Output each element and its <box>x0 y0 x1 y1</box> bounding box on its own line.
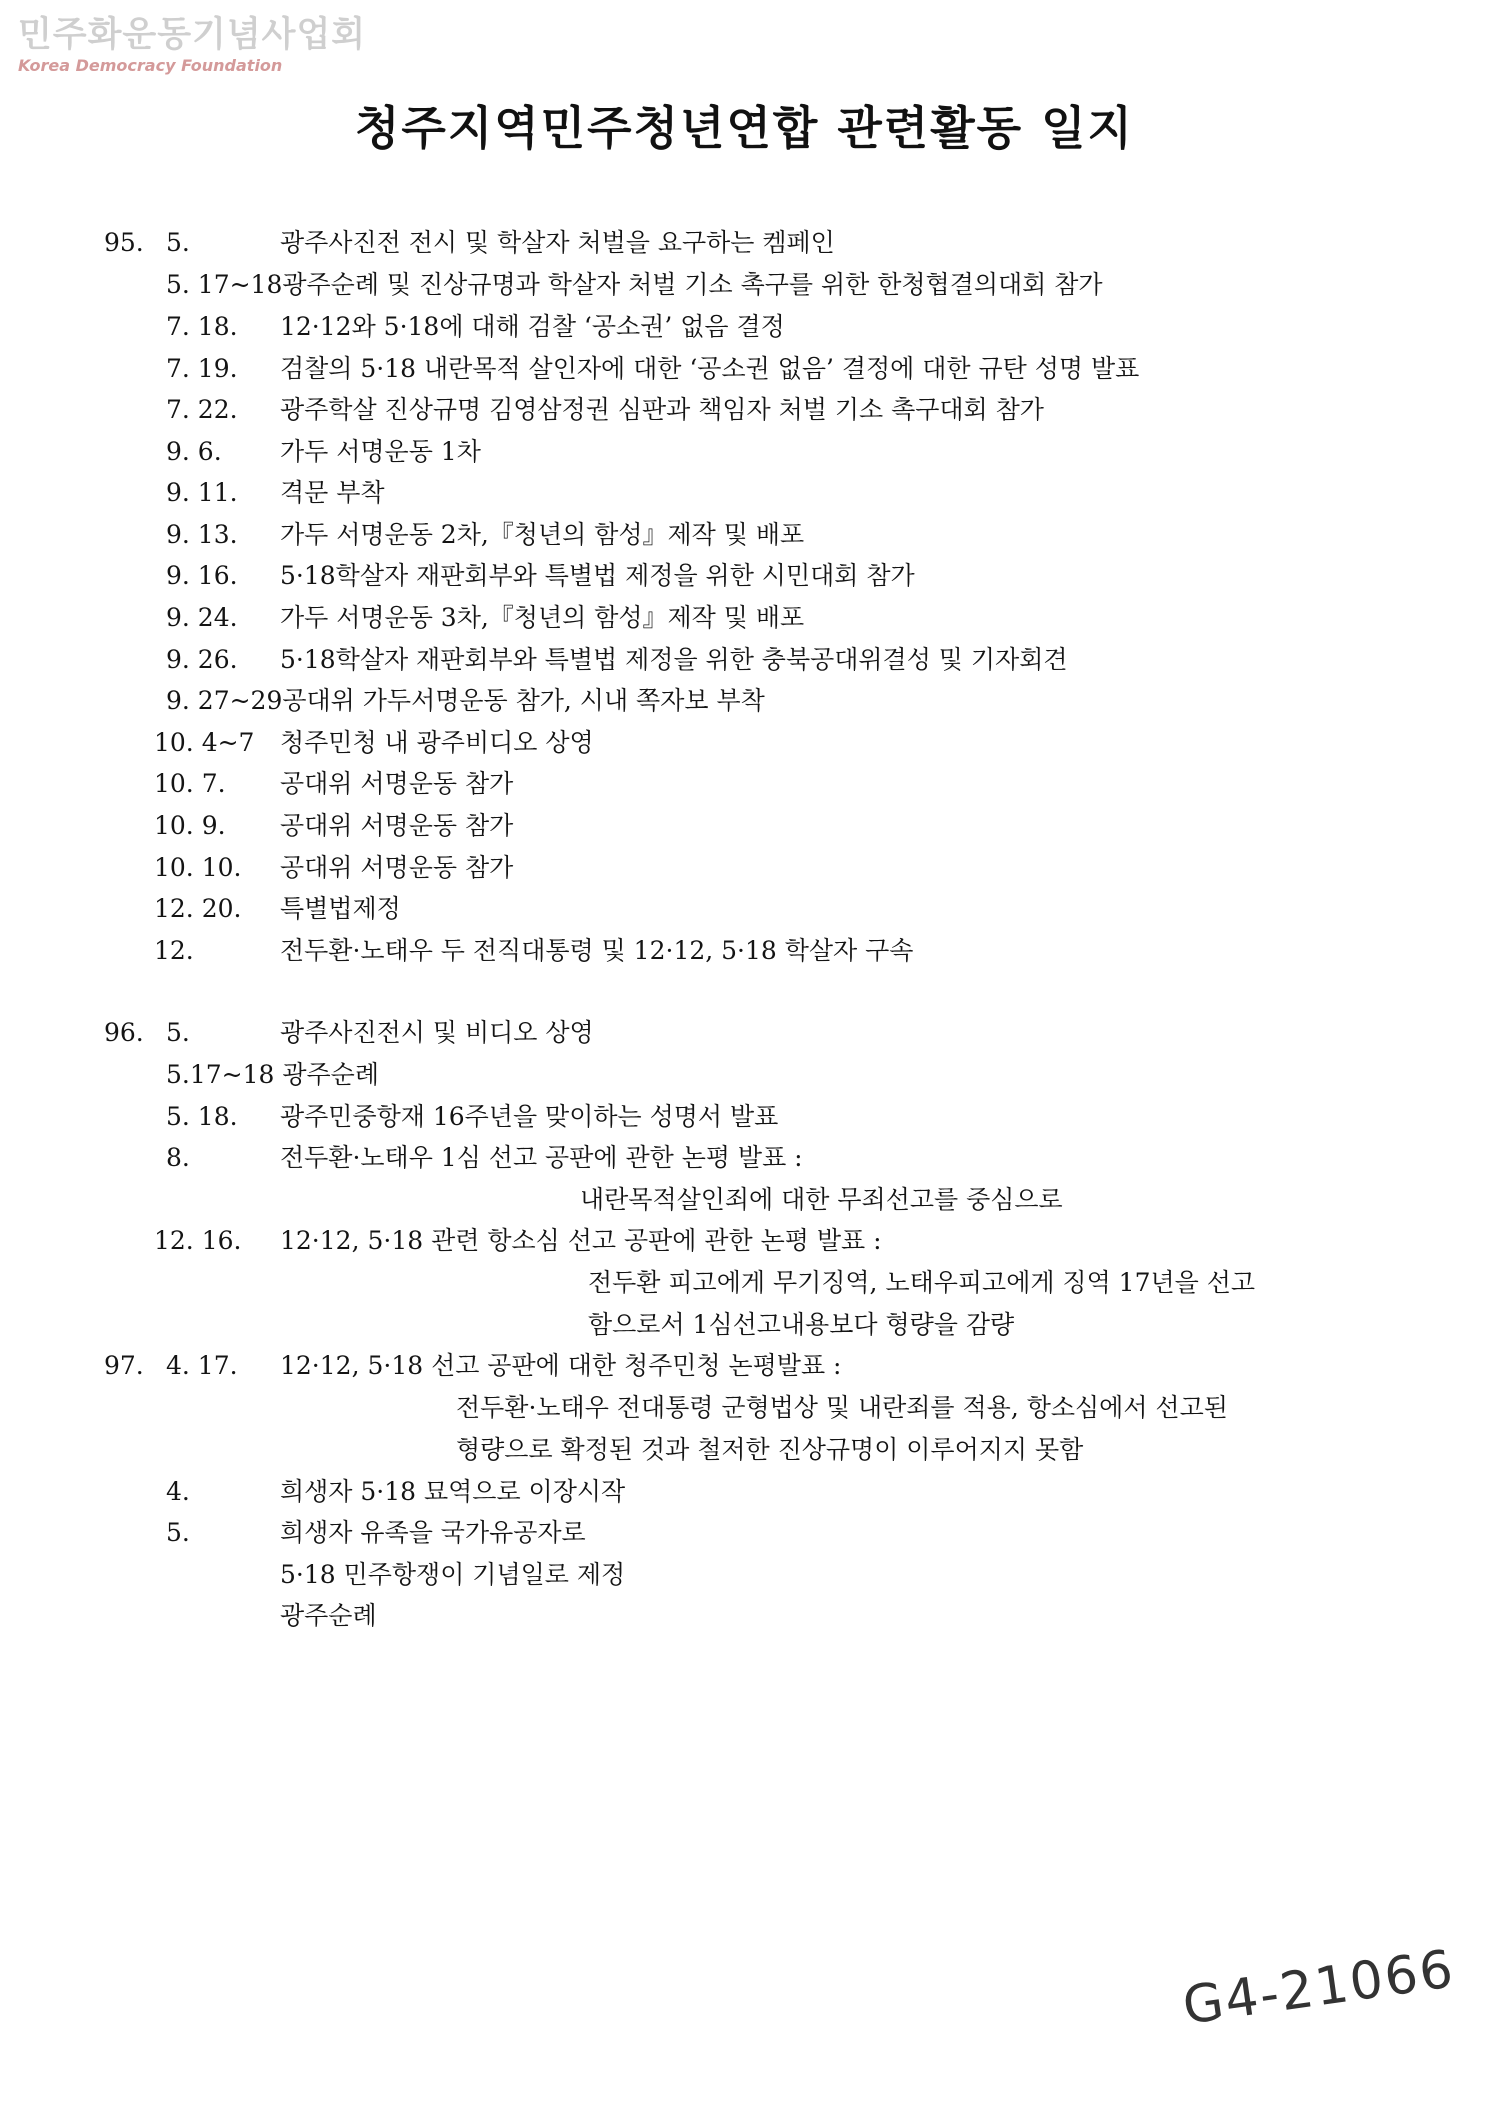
log-date: 7. 22. <box>166 395 238 424</box>
page-title: 청주지역민주청년연합 관련활동 일지 <box>354 101 1134 155</box>
log-text: 12·12, 5·18 관련 항소심 선고 공판에 관한 논평 발표 : <box>280 1226 882 1255</box>
log-year: 97. <box>104 1351 144 1380</box>
log-text: 희생자 5·18 묘역으로 이장시작 <box>280 1477 626 1506</box>
log-text: 전두환·노태우 두 전직대통령 및 12·12, 5·18 학살자 구속 <box>280 936 914 965</box>
log-text: 가두 서명운동 3차,『청년의 함성』제작 및 배포 <box>280 603 805 632</box>
log-date: 5. 18. <box>166 1102 238 1131</box>
log-date: 8. <box>166 1143 190 1172</box>
log-date: 5. <box>166 228 190 257</box>
log-date: 12. <box>154 936 194 965</box>
foundation-watermark <box>18 16 366 76</box>
log-text: 5·18학살자 재판회부와 특별법 제정을 위한 충북공대위결성 및 기자회견 <box>280 645 1068 674</box>
log-text: 12·12와 5·18에 대해 검찰 ‘공소권’ 없음 결정 <box>280 312 785 341</box>
log-date: 10. 4~7 <box>154 728 255 757</box>
log-text: 광주민중항재 16주년을 맞이하는 성명서 발표 <box>280 1102 779 1131</box>
log-date: 9. 11. <box>166 478 238 507</box>
log-year: 96. <box>104 1018 144 1047</box>
handwritten-document-number: G4-21066 <box>1179 1939 1459 2037</box>
log-text: 검찰의 5·18 내란목적 살인자에 대한 ‘공소권 없음’ 결정에 대한 규탄 성명 발표 <box>280 354 1140 383</box>
log-text: 특별법제정 <box>280 894 401 923</box>
log-date: 9. 27~29공대위 가두서명운동 참가, 시내 쪽자보 부착 <box>166 686 765 715</box>
log-date: 7. 19. <box>166 354 238 383</box>
log-date: 7. 18. <box>166 312 238 341</box>
log-text: 격문 부착 <box>280 478 385 507</box>
log-date: 12. 16. <box>154 1226 242 1255</box>
log-date: 10. 9. <box>154 811 226 840</box>
log-year: 95. <box>104 228 144 257</box>
log-date: 10. 7. <box>154 769 226 798</box>
log-text: 5·18학살자 재판회부와 특별법 제정을 위한 시민대회 참가 <box>280 561 915 590</box>
log-date: 9. 16. <box>166 561 238 590</box>
log-text: 광주사진전시 및 비디오 상영 <box>280 1018 594 1047</box>
log-text: 청주민청 내 광주비디오 상영 <box>280 728 594 757</box>
log-date: 9. 26. <box>166 645 238 674</box>
log-text: 가두 서명운동 2차,『청년의 함성』제작 및 배포 <box>280 520 805 549</box>
log-text: 광주사진전 전시 및 학살자 처벌을 요구하는 켐페인 <box>280 228 835 257</box>
log-date: 4. 17. <box>166 1351 238 1380</box>
log-date: 10. 10. <box>154 853 242 882</box>
log-date: 4. <box>166 1477 190 1506</box>
log-text: 공대위 서명운동 참가 <box>280 853 514 882</box>
log-text: 전두환·노태우 전대통령 군형법상 및 내란죄를 적용, 항소심에서 선고된 <box>456 1393 1228 1422</box>
log-text: 함으로서 1심선고내용보다 형량을 감량 <box>588 1310 1015 1339</box>
log-text: 내란목적살인죄에 대한 무죄선고를 중심으로 <box>580 1185 1063 1214</box>
watermark-english: Korea Democracy Foundation <box>18 56 283 75</box>
log-text: 희생자 유족을 국가유공자로 <box>280 1518 586 1547</box>
log-text: 12·12, 5·18 선고 공판에 대한 청주민청 논평발표 : <box>280 1351 842 1380</box>
log-text: 광주학살 진상규명 김영삼정권 심판과 책임자 처벌 기소 촉구대회 참가 <box>280 395 1044 424</box>
log-text: 5·18 민주항쟁이 기념일로 제정 <box>280 1560 626 1589</box>
watermark-korean: 민주화운동기념사업회 <box>18 15 367 55</box>
log-date: 9. 24. <box>166 603 238 632</box>
log-text: 전두환·노태우 1심 선고 공판에 관한 논평 발표 : <box>280 1143 803 1172</box>
log-date: 5. 17~18광주순례 및 진상규명과 학살자 처벌 기소 촉구를 위한 한청협결의대회 참가 <box>166 270 1103 299</box>
log-text: 가두 서명운동 1차 <box>280 437 481 466</box>
log-date: 12. 20. <box>154 894 242 923</box>
log-text: 공대위 서명운동 참가 <box>280 811 514 840</box>
log-date: 5. <box>166 1018 190 1047</box>
log-text: 광주순례 <box>280 1601 377 1630</box>
log-text: 형량으로 확정된 것과 철저한 진상규명이 이루어지지 못함 <box>456 1435 1084 1464</box>
log-date: 9. 6. <box>166 437 222 466</box>
log-date: 5.17~18 광주순례 <box>166 1060 379 1089</box>
log-text: 전두환 피고에게 무기징역, 노태우피고에게 징역 17년을 선고 <box>588 1268 1256 1297</box>
log-date: 5. <box>166 1518 190 1547</box>
log-date: 9. 13. <box>166 520 238 549</box>
log-text: 공대위 서명운동 참가 <box>280 769 514 798</box>
